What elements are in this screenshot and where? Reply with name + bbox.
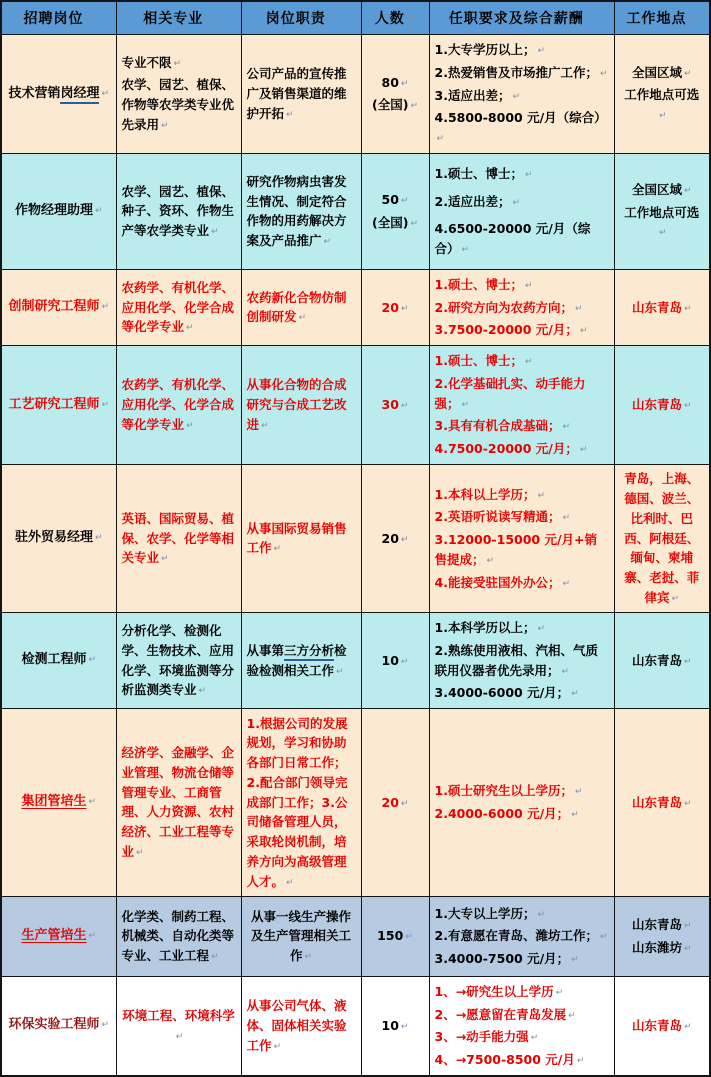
headcount-cell (361, 269, 429, 345)
text-line: 150 ↵ (367, 926, 424, 946)
position-cell (1, 346, 116, 465)
requirement-line: 1.大专以上学历； ↵ (435, 904, 609, 924)
requirements-cell (429, 613, 614, 709)
header-cell: 工作地点 ↵ (614, 1, 710, 35)
text-line: 青岛，上海、德国、波兰、比利时、巴西、阿根廷、缅甸、柬埔寨、老挝、菲律宾 ↵ (620, 469, 705, 607)
duty-cell (241, 709, 361, 897)
requirement-line: 4.5800-8000 元/月（综合） ↵ (435, 108, 609, 148)
position-cell (1, 35, 116, 154)
position-text (7, 926, 111, 947)
table-row (1, 269, 710, 345)
majors-cell (116, 346, 241, 465)
table-row (1, 896, 710, 976)
requirement-line: 2.化学基础扎实、动手能力强； ↵ (435, 374, 609, 414)
text-line: 分析化学、检测化学、生物技术、应用化学、环境监测等分析监测类专业 ↵ (122, 621, 236, 700)
text-line: 工作地点可选 ↵ (620, 85, 705, 125)
requirement-line: 2.研究方向为农药方向； ↵ (435, 298, 609, 318)
text-line: 山东潍坊 ↵ (620, 938, 705, 958)
position-text: 检测工程师 ↵ (7, 650, 111, 671)
position-text: 工艺研究工程师 ↵ (7, 395, 111, 416)
text-line: (全国) ↵ (367, 95, 424, 115)
text-line: 全国区域 ↵ (620, 180, 705, 200)
position-text: 作物经理助理 ↵ (7, 201, 111, 222)
requirements-cell (429, 153, 614, 269)
table-row (1, 709, 710, 897)
text-segment: 技术营销 (8, 85, 61, 101)
requirement-line: 1.硕士、博士； ↵ (435, 164, 609, 184)
requirement-line: 2.英语听说读写精通； ↵ (435, 507, 609, 527)
header-cell: 人数 ↵ (361, 1, 429, 35)
requirement-line: 4.6500-20000 元/月（综合） ↵ (435, 219, 609, 259)
requirement-line: 4.能接受驻国外办公； ↵ (435, 573, 609, 593)
position-cell (1, 153, 116, 269)
requirement-line: 2.4000-6000 元/月； ↵ (435, 804, 609, 824)
requirement-line: 1.硕士、博士； ↵ (435, 351, 609, 371)
text-line: 20 ↵ (367, 793, 424, 813)
requirement-line: 3.具有有机合成基础； ↵ (435, 416, 609, 436)
requirement-line: 1.大专学历以上； ↵ (435, 40, 609, 60)
text-line: 农学、园艺、植保、作物等农学类专业优先录用 ↵ (122, 75, 236, 134)
underlined-text: 集团管培生 (21, 794, 87, 810)
header-row (1, 1, 710, 35)
text-line: 环境工程、环境科学 ↵ (122, 1006, 236, 1046)
location-cell (614, 269, 710, 345)
text-line: 化学类、制药工程、机械类、自动化类等专业、工业工程 ↵ (122, 907, 236, 966)
header-cell: 任职要求及综合薪酬 ↵ (429, 1, 614, 35)
requirement-line: 1、→研究生以上学历 ↵ (435, 982, 609, 1002)
position-cell (1, 269, 116, 345)
requirement-line: 2、→愿意留在青岛发展 ↵ (435, 1005, 609, 1025)
text-segment: 从事第 (246, 642, 285, 658)
position-cell (1, 613, 116, 709)
requirements-cell (429, 464, 614, 612)
text-line: 山东青岛 ↵ (620, 793, 705, 813)
table-row (1, 613, 710, 709)
requirement-line: 3.7500-20000 元/月； ↵ (435, 320, 609, 340)
text-line: 山东青岛 ↵ (620, 651, 705, 671)
location-cell (614, 896, 710, 976)
text-line: 山东青岛 ↵ (620, 395, 705, 415)
headcount-cell (361, 153, 429, 269)
table-row (1, 35, 710, 154)
text-line: 经济学、金融学、企业管理、物流仓储等管理专业、工商管理、人力资源、农村经济、工业工程等专业 ↵ (122, 743, 236, 862)
text-line: 20 ↵ (367, 298, 424, 318)
requirement-line: 4.7500-20000 元/月； ↵ (435, 439, 609, 459)
duty-cell (241, 346, 361, 465)
text-line: 从事国际贸易销售工作 ↵ (247, 519, 356, 559)
location-cell (614, 35, 710, 154)
duty-cell (241, 613, 361, 709)
requirement-line: 1.本科以上学历； ↵ (435, 485, 609, 505)
text-line: 农学、园艺、植保、种子、资环、作物生产等农学类专业 ↵ (122, 182, 236, 241)
requirement-line: 2.有意愿在青岛、潍坊工作； ↵ (435, 926, 609, 946)
position-text: 环保实验工程师 ↵ (7, 1015, 111, 1036)
requirement-line: 1.硕士、博士； ↵ (435, 275, 609, 295)
text-segment: 检验检测相关工作 (246, 642, 347, 678)
position-text (7, 84, 111, 105)
majors-cell (116, 35, 241, 154)
text-line: 山东青岛 ↵ (620, 298, 705, 318)
requirements-cell (429, 269, 614, 345)
majors-cell (116, 269, 241, 345)
majors-cell (116, 153, 241, 269)
headcount-cell (361, 464, 429, 612)
requirement-line: 3.4000-7500 元/月； ↵ (435, 949, 609, 969)
text-line: 10 ↵ (367, 1016, 424, 1036)
text-line: 工作地点可选 ↵ (620, 203, 705, 243)
headcount-cell (361, 613, 429, 709)
location-cell (614, 709, 710, 897)
text-line: 全国区域 ↵ (620, 63, 705, 83)
position-cell (1, 709, 116, 897)
location-cell (614, 464, 710, 612)
text-line: 30 ↵ (367, 395, 424, 415)
header-cell: 相关专业 ↵ (116, 1, 241, 35)
duty-text (247, 641, 356, 681)
requirement-line: 4、→7500-8500 元/月 ↵ (435, 1050, 609, 1070)
text-line: 山东青岛 ↵ (620, 1016, 705, 1036)
requirements-cell (429, 35, 614, 154)
requirements-cell (429, 896, 614, 976)
location-cell (614, 153, 710, 269)
table-row (1, 346, 710, 465)
duty-cell (241, 153, 361, 269)
underlined-text: 三方分析 (284, 643, 334, 661)
header-cell: 招聘岗位 ↵ (1, 1, 116, 35)
text-line: 英语、国际贸易、植保、农学、化学等相关专业 ↵ (122, 509, 236, 568)
underlined-text: 岗经理 (60, 86, 99, 104)
text-line: 农药新化合物仿制创制研发 ↵ (247, 288, 356, 328)
position-cell (1, 976, 116, 1076)
text-line: 50 ↵ (367, 190, 424, 210)
position-text (7, 792, 111, 813)
text-line: 农药学、有机化学、应用化学、化学合成等化学专业 ↵ (122, 375, 236, 434)
text-line: 从事一线生产操作及生产管理相关工作 ↵ (247, 907, 356, 966)
requirements-cell (429, 976, 614, 1076)
headcount-cell (361, 709, 429, 897)
requirements-cell (429, 346, 614, 465)
text-line: 公司产品的宣传推广及销售渠道的维护开拓 ↵ (247, 64, 356, 123)
requirement-line: 3.12000-15000 元/月+销售提成； ↵ (435, 530, 609, 570)
table-row (1, 153, 710, 269)
position-cell (1, 896, 116, 976)
text-line: (全国) ↵ (367, 213, 424, 233)
requirement-line: 1.本科学历以上； ↵ (435, 618, 609, 638)
table-row (1, 464, 710, 612)
text-line: 10 ↵ (367, 651, 424, 671)
requirement-line: 3.4000-6000 元/月； ↵ (435, 683, 609, 703)
underlined-text: 生产管培生 (21, 927, 87, 943)
text-line: 从事公司气体、液体、固体相关实验工作 ↵ (247, 996, 356, 1055)
majors-cell (116, 709, 241, 897)
location-cell (614, 976, 710, 1076)
position-text: 驻外贸易经理 ↵ (7, 528, 111, 549)
requirement-line: 3、→动手能力强 ↵ (435, 1027, 609, 1047)
requirements-cell (429, 709, 614, 897)
requirement-line: 2.适应出差； ↵ (435, 192, 609, 212)
text-line: 从事化合物的合成研究与合成工艺改进 ↵ (247, 375, 356, 434)
requirement-line: 2.热爱销售及市场推广工作； ↵ (435, 63, 609, 83)
position-text: 创制研究工程师 ↵ (7, 297, 111, 318)
text-line: 农药学、有机化学、应用化学、化学合成等化学专业 ↵ (122, 278, 236, 337)
duty-cell (241, 976, 361, 1076)
text-line: 1.根据公司的发展规划，学习和协助各部门日常工作；2.配合部门领导完成部门工作；3.公司储备管理人员，采取轮岗机制，培养方向为高级管理人才。 ↵ (247, 714, 356, 892)
duty-cell (241, 269, 361, 345)
table-row (1, 976, 710, 1076)
text-line: 专业不限 ↵ (122, 53, 236, 73)
duty-cell (241, 896, 361, 976)
duty-cell (241, 35, 361, 154)
text-line: 20 ↵ (367, 529, 424, 549)
position-cell (1, 464, 116, 612)
headcount-cell (361, 35, 429, 154)
text-line: 研究作物病虫害发生情况、制定符合作物的用药解决方案及产品推广 ↵ (247, 172, 356, 251)
location-cell (614, 613, 710, 709)
majors-cell (116, 976, 241, 1076)
location-cell (614, 346, 710, 465)
majors-cell (116, 613, 241, 709)
text-line: 80 ↵ (367, 73, 424, 93)
duty-cell (241, 464, 361, 612)
header-cell: 岗位职责 ↵ (241, 1, 361, 35)
headcount-cell (361, 896, 429, 976)
requirement-line: 1.硕士研究生以上学历； ↵ (435, 781, 609, 801)
majors-cell (116, 464, 241, 612)
headcount-cell (361, 976, 429, 1076)
requirement-line: 2.熟练使用液相、汽相、气质联用仪器者优先录用； ↵ (435, 641, 609, 681)
headcount-cell (361, 346, 429, 465)
majors-cell (116, 896, 241, 976)
requirement-line: 3.适应出差； ↵ (435, 86, 609, 106)
text-line: 山东青岛 ↵ (620, 915, 705, 935)
